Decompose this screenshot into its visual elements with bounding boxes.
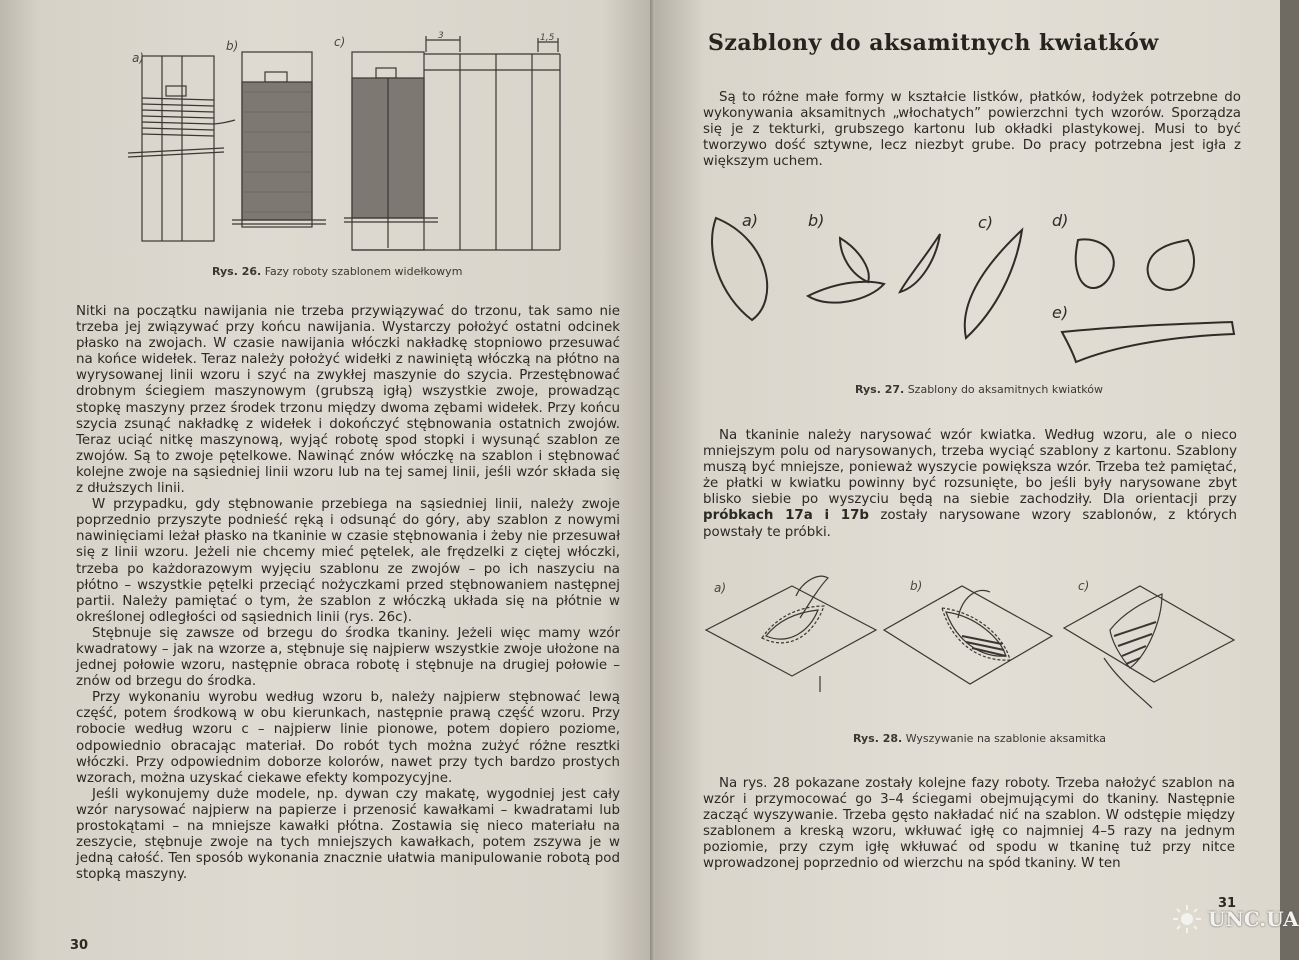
fig26-label-b: b) — [226, 39, 239, 53]
leaf-a-shape — [712, 218, 767, 320]
watermark-text: UNC.UA — [1208, 907, 1299, 931]
paragraph: W przypadku, gdy stębnowanie przebiega na sąsiedniej linii, należy zwoje poprzednio przyszyte podnieść ręką i odsunąć do góry, aby szablon z nowymi nawinięciami leżał płasko na tkaninie w czasie stębnowania i żeby nie przesuwał się z linii wzoru. Jeżeli nie chcemy mieć pętelek, ale frędzelki z ciętej włóczki, trzeba po każdorazowym wyjęciu szablonu ze zwojów – po ich naszyciu na płótno – wszystkie pętelki przeciąć nożyczkami przed stębnowaniem następnej partii. Należy pamiętać o tym, że szablon z włóczką układa się na płótnie w określonej odległości od sąsiednich linii (rys. 26c). — [76, 497, 620, 625]
final-text — [703, 776, 1235, 873]
watermark — [1172, 904, 1299, 934]
intro-paragraph: Są to różne małe formy w kształcie listków, płatków, łodyżek potrzebne do wykonywania aksamitnych „włochatych” powierzchni tych wzorów. Sporządza się je z tekturki, grubszego kartonu lub okładki plastykowej. Musi to być tworzywo dość sztywne, lecz niezbyt grube. Do pracy potrzebna jest igła z większym uchem. — [703, 90, 1241, 170]
middle-text-bold: próbkach 17a i 17b — [703, 508, 869, 524]
middle-paragraph — [703, 428, 1237, 541]
figure-28-caption-text: Wyszywanie na szablonie aksamitka — [905, 732, 1107, 745]
petal-b1-shape — [808, 282, 884, 303]
fig26-label-c: c) — [334, 35, 346, 49]
paragraph: Nitki na początku nawijania nie trzeba przywiązywać do trzonu, tak samo nie trzeba jej związywać przy końcu nawijania. Wystarczy położyć ostatni odcinek płasko na zwojach. W czasie nawijania włóczki nakładkę stopniowo przesuwać na końce widełek. Teraz należy położyć widełki z nawiniętą włóczką na płótno na wyrysowanej linii wzoru i szyć na zwykłej maszynie do szycia. Przestębnować drobnym ściegiem maszynowym (grubszą igłą) wszystkie zwoje, prowadząc stopkę maszyny przez środek trzonu między dwoma zębami widełek. Przy końcu szycia zsunąć nakładkę z widełek i dokończyć stębnowania ostatnich zwojów. Teraz uciąć nitkę maszynową, wyjąć robotę spod stopki i wysunąć szablon ze zwojów. Są to zwoje pętelkowe. Nawinąć znów włóczkę na szablon i stębnować kolejne zwoje na sąsiedniej linii wzoru lub na tej samej linii, jeśli wzór składa się z dłuższych linii. — [76, 304, 620, 497]
paragraph: Przy wykonaniu wyrobu według wzoru b, należy najpierw stębnować lewą część, potem środkową w obu kierunkach, następnie prawą część wzoru. Przy robocie według wzoru c – najpierw linie pionowe, potem dopiero poziome, odpowiednio obracając materiał. Do robót tych można zużyć różne resztki włóczki. Przy odpowiednim doborze kolorów, nawet przy tych bardzo prostych wzorach, można uzyskać ciekawe efekty kompozycyjne. — [76, 690, 620, 786]
fig26-dim-15: 1,5 — [540, 33, 555, 43]
fig27-label-c: c) — [978, 213, 994, 232]
figure-27-caption — [855, 383, 1103, 396]
figure-28-caption — [853, 732, 1106, 745]
figure-26-caption-text: Fazy roboty szablonem widełkowym — [264, 265, 463, 278]
figure-27-caption-prefix: Rys. 27. — [855, 383, 905, 396]
figure-28 — [700, 572, 1240, 722]
fig28-label-b: b) — [910, 579, 923, 593]
fork-b-winding — [242, 82, 312, 220]
page-title: Szablony do aksamitnych kwiatków — [708, 30, 1159, 56]
figure-26 — [120, 28, 580, 260]
figure-28-caption-prefix: Rys. 28. — [853, 732, 903, 745]
fig26-dim-3: 3 — [438, 31, 444, 41]
leaf-c-shape — [965, 230, 1022, 338]
petal-d2-shape — [1148, 240, 1194, 290]
figure-26-caption-prefix: Rys. 26. — [212, 265, 262, 278]
fig27-label-b: b) — [808, 211, 825, 230]
fig27-label-d: d) — [1052, 211, 1069, 230]
figure-26-caption — [212, 265, 462, 278]
figure-27 — [700, 200, 1240, 370]
sun-logo-icon — [1172, 904, 1202, 934]
fig26-label-a: a) — [132, 51, 145, 65]
figure-27-caption-text: Szablony do aksamitnych kwiatków — [907, 383, 1104, 396]
petal-b3-shape — [900, 234, 940, 292]
middle-text-before: Na tkaninie należy narysować wzór kwiatka. Według wzoru, ale o nieco mniejszym polu od narysowanych, trzeba wyciąć szablony z kartonu. Szablony muszą być mniejsze, ponieważ wyszycie powiększa wzór. Trzeba też pamiętać, że płatki w kwiatku powinny być rozsunięte, bo jeśli były narysowane zbyt blisko siebie po wyszyciu będą na siebie zachodziły. Dla orientacji przy — [703, 428, 1237, 508]
middle-text — [703, 428, 1237, 541]
intro-text — [703, 90, 1241, 170]
left-body-text — [76, 304, 620, 883]
final-paragraph: Na rys. 28 pokazane zostały kolejne fazy roboty. Trzeba nałożyć szablon na wzór i przymocować go 3–4 ściegami obejmującymi do tkaniny. Następnie zacząć wyszywanie. Trzeba gęsto nakładać nić na szablon. W odstępie między szablonem a kreską wzoru, wkłuwać igłę co najmniej 4–5 razy na jednym poziomie, przy czym igłę wkłuwać od spodu w tkaninę tuż przy nitce wprowadzonej poprzednio od wierzchu na spód tkaniny. W ten — [703, 776, 1235, 872]
petal-b2-shape — [840, 238, 869, 282]
petal-d1-shape — [1076, 239, 1114, 288]
paragraph: Stębnuje się zawsze od brzegu do środka tkaniny. Jeżeli więc mamy wzór kwadratowy – jak na wzorze a, stębnuje się najpierw wszystkie zwoje ułożone na jednej połowie wzoru, następnie obraca robotę i stębnuje na drugiej połowie – znów od brzegu do środka. — [76, 625, 620, 690]
fig28-label-c: c) — [1078, 579, 1090, 593]
template-c — [1110, 594, 1162, 668]
fig27-label-e: e) — [1052, 303, 1069, 322]
fabric-b — [884, 586, 1052, 684]
fig28-label-a: a) — [714, 581, 727, 595]
fig27-label-a: a) — [742, 211, 759, 230]
page-number-right: 31 — [1218, 896, 1237, 911]
fork-a-winding — [142, 98, 214, 136]
page-number-left: 30 — [70, 938, 89, 953]
stem-e-shape — [1062, 322, 1234, 362]
paragraph: Jeśli wykonujemy duże modele, np. dywan czy makatę, wygodniej jest cały wzór narysować najpierw na papierze i przenosić kawałkami – kwadratami lub prostokątami – na mniejsze kawałki płótna. Zostawia się nieco materiału na zeszycie, stębnuje zwoje na tych mniejszych kawałkach, potem zszywa je w jedną całość. Ten sposób wykonania znacznie ułatwia manipulowanie robotą pod stopką maszyny. — [76, 786, 620, 883]
fabric-a — [706, 586, 876, 676]
middle-text-after: zostały narysowane wzory szablonów, z których powstały te próbki. — [703, 508, 1237, 540]
